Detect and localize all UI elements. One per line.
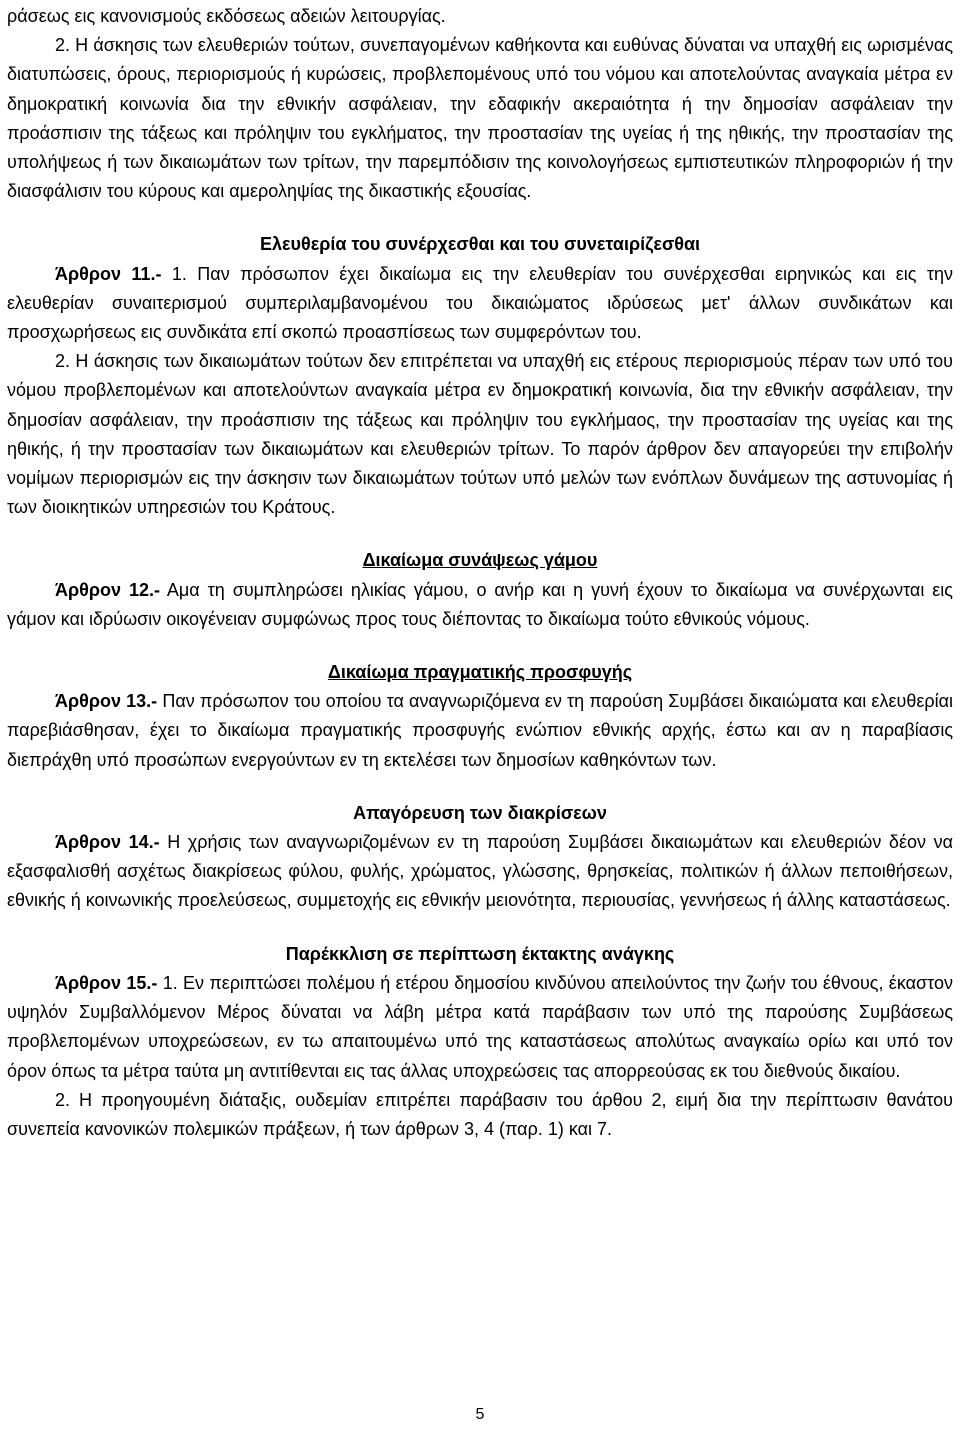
article-15-label: Άρθρον 15.- bbox=[55, 972, 158, 993]
article-11-paragraph-1 bbox=[7, 260, 953, 348]
article-15-heading: Παρέκκλιση σε περίπτωση έκτακτης ανάγκης bbox=[285, 943, 675, 964]
article-11-label: Άρθρον 11.- bbox=[55, 263, 162, 284]
document-page bbox=[7, 0, 953, 1144]
article-13-text: Παν πρόσωπον του οποίου τα αναγνωριζόμενα εν τη παρούση Συμβάσει δικαιώματα και ελευθερίαι παρεβιάσθησαν, έχει το δικαίωμα πραγματικής προσφυγής ενώπιον εθνικής αρχής, έστω και αν η παραβίασις διεπράχθη υπό προσώπων ενεργούντων εν τη εκτελέσει των δημοσίων καθηκόντων των. bbox=[7, 691, 953, 770]
article-15-paragraph-1 bbox=[7, 969, 953, 1086]
article-11-text: 1. Παν πρόσωπον έχει δικαίωμα εις την ελευθερίαν του συνέρχεσθαι ειρηνικώς και εις την ελευθερίαν συναιτερισμού συμπεριλαμβανομένου του δικαιώματος ιδρύσεως μετ' άλλων συνδικάτων και προσχωρήσεως εις συνδικάτα επί σκοπώ προασπίσεως των συμφερόντων του. bbox=[7, 263, 954, 343]
article-11-heading: Ελευθερία του συνέρχεσθαι και του συνεταιρίζεσθαι bbox=[259, 234, 701, 255]
article-14-paragraph bbox=[7, 828, 953, 916]
page-number: 5 bbox=[475, 1406, 485, 1423]
article-15-paragraph-2: 2. Η προηγουμένη διάταξις, ουδεμίαν επιτρέπει παράβασιν του άρθου 2, ειμή δια την περίπτωσιν θανάτου συνεπεία κανονικών πολεμικών πράξεων, ή των άρθρων 3, 4 (παρ. 1) και 7. bbox=[7, 1089, 953, 1139]
article-14-text: Η χρήσις των αναγνωριζομένων εν τη παρούση Συμβάσει δικαιωμάτων και ελευθεριών δέον να εξασφαλισθή ασχέτως διακρίσεως φύλου, φυλής, χρώματος, γλώσσης, θρησκείας, πολιτικών ή άλλων πεποιθήσεων, εθνικής ή κοινωνικής προελεύσεως, συμμετοχής εις εθνικήν μειονότητα, περιουσίας, γεννήσεως ή άλλης καταστάσεως. bbox=[7, 832, 953, 911]
article-14-label: Άρθρον 14.- bbox=[55, 832, 160, 853]
article-14-heading: Απαγόρευση των διακρίσεων bbox=[353, 802, 607, 823]
intro-paragraph-tail: ράσεως εις κανονισμούς εκδόσεως αδειών λειτουργίας. bbox=[7, 6, 446, 26]
article-10-paragraph-2: 2. Η άσκησις των ελευθεριών τούτων, συνεπαγομένων καθήκοντα και ευθύνας δύναται να υπαχθή εις ωρισμένας διατυπώσεις, όρους, περιορισμούς ή κυρώσεις, προβλεπομένους υπό του νόμου και αποτελούντας αναγκαία μέτρα εν δημοκρατική κοινωνία δια την εθνικήν ασφάλειαν, την εδαφικήν ακεραιότητα ή την δημοσίαν ασφάλειαν την προάσπισιν της τάξεως και πρόληψιν του εγκλήματος, την προστασίαν της υγείας ή της ηθικής, την προστασίαν της υπολήψεως ή των δικαιωμάτων των τρίτων, την παρεμπόδισιν της κοινολογήσεως εμπιστευτικών πληροφοριών ή την διασφάλισιν του κύρους και αμεροληψίας της δικαστικής εξουσίας. bbox=[7, 35, 953, 202]
article-13-heading: Δικαίωμα πραγματικής προσφυγής bbox=[327, 662, 633, 683]
article-11-paragraph-2: 2. Η άσκησις των δικαιωμάτων τούτων δεν επιτρέπεται να υπαχθή εις ετέρους περιορισμούς πέραν των υπό του νόμου προβλεπομένων και αποτελούντων αναγκαία μέτρα εν δημοκρατική κοινωνία, δια την εθνικήν ασφάλειαν, την δημοσίαν ασφάλειαν, την προάσπισιν της τάξεως και πρόληψιν του εγκλήμαος, την προστασίαν της υγείας και της ηθικής, ή την προστασίαν των δικαιωμάτων και ελευθεριών τρίτων. Το παρόν άρθρον δεν απαγορεύει την επιβολήν νομίμων περιορισμών εις την άσκησιν των δικαιωμάτων τούτων υπό μελών των ενόπλων δυνάμεων της αστυνομίας ή των διοικητικών υπηρεσιών του Κράτους. bbox=[7, 351, 953, 518]
article-13-label: Άρθρον 13.- bbox=[55, 691, 158, 712]
article-12-heading: Δικαίωμα συνάψεως γάμου bbox=[362, 550, 598, 571]
article-15-text: 1. Εν περιπτώσει πολέμου ή ετέρου δημοσίου κινδύνου απειλούντος την ζωήν του έθνους, έκαστον υψηλόν Συμβαλλόμενον Μέρος δύναται να λάβη μέτρα κατά παράβασιν των υπό της παρούσης Συμβάσεως προβλεπομένων υποχρεώσεων, εν τω απαιτουμένω υπό της καταστάσεως απολύτως αναγκαίω ορίω και υπό τον όρον όπως τα μέτρα ταύτα μη αντιτίθενται εις τας άλλας υποχρεώσεις τας απορρεούσας εκ του διεθνούς δικαίου. bbox=[7, 972, 953, 1081]
article-13-paragraph bbox=[7, 687, 953, 775]
article-12-paragraph bbox=[7, 576, 953, 634]
article-12-label: Άρθρον 12.- bbox=[55, 579, 160, 600]
article-12-text: Αμα τη συμπληρώσει ηλικίας γάμου, ο ανήρ και η γυνή έχουν το δικαίωμα να συνέρχωνται εις γάμον και ιδρύωσιν οικογένειαν συμφώνως προς τους διέποντας το δικαίωμα τούτο εθνικούς νόμους. bbox=[7, 579, 953, 629]
